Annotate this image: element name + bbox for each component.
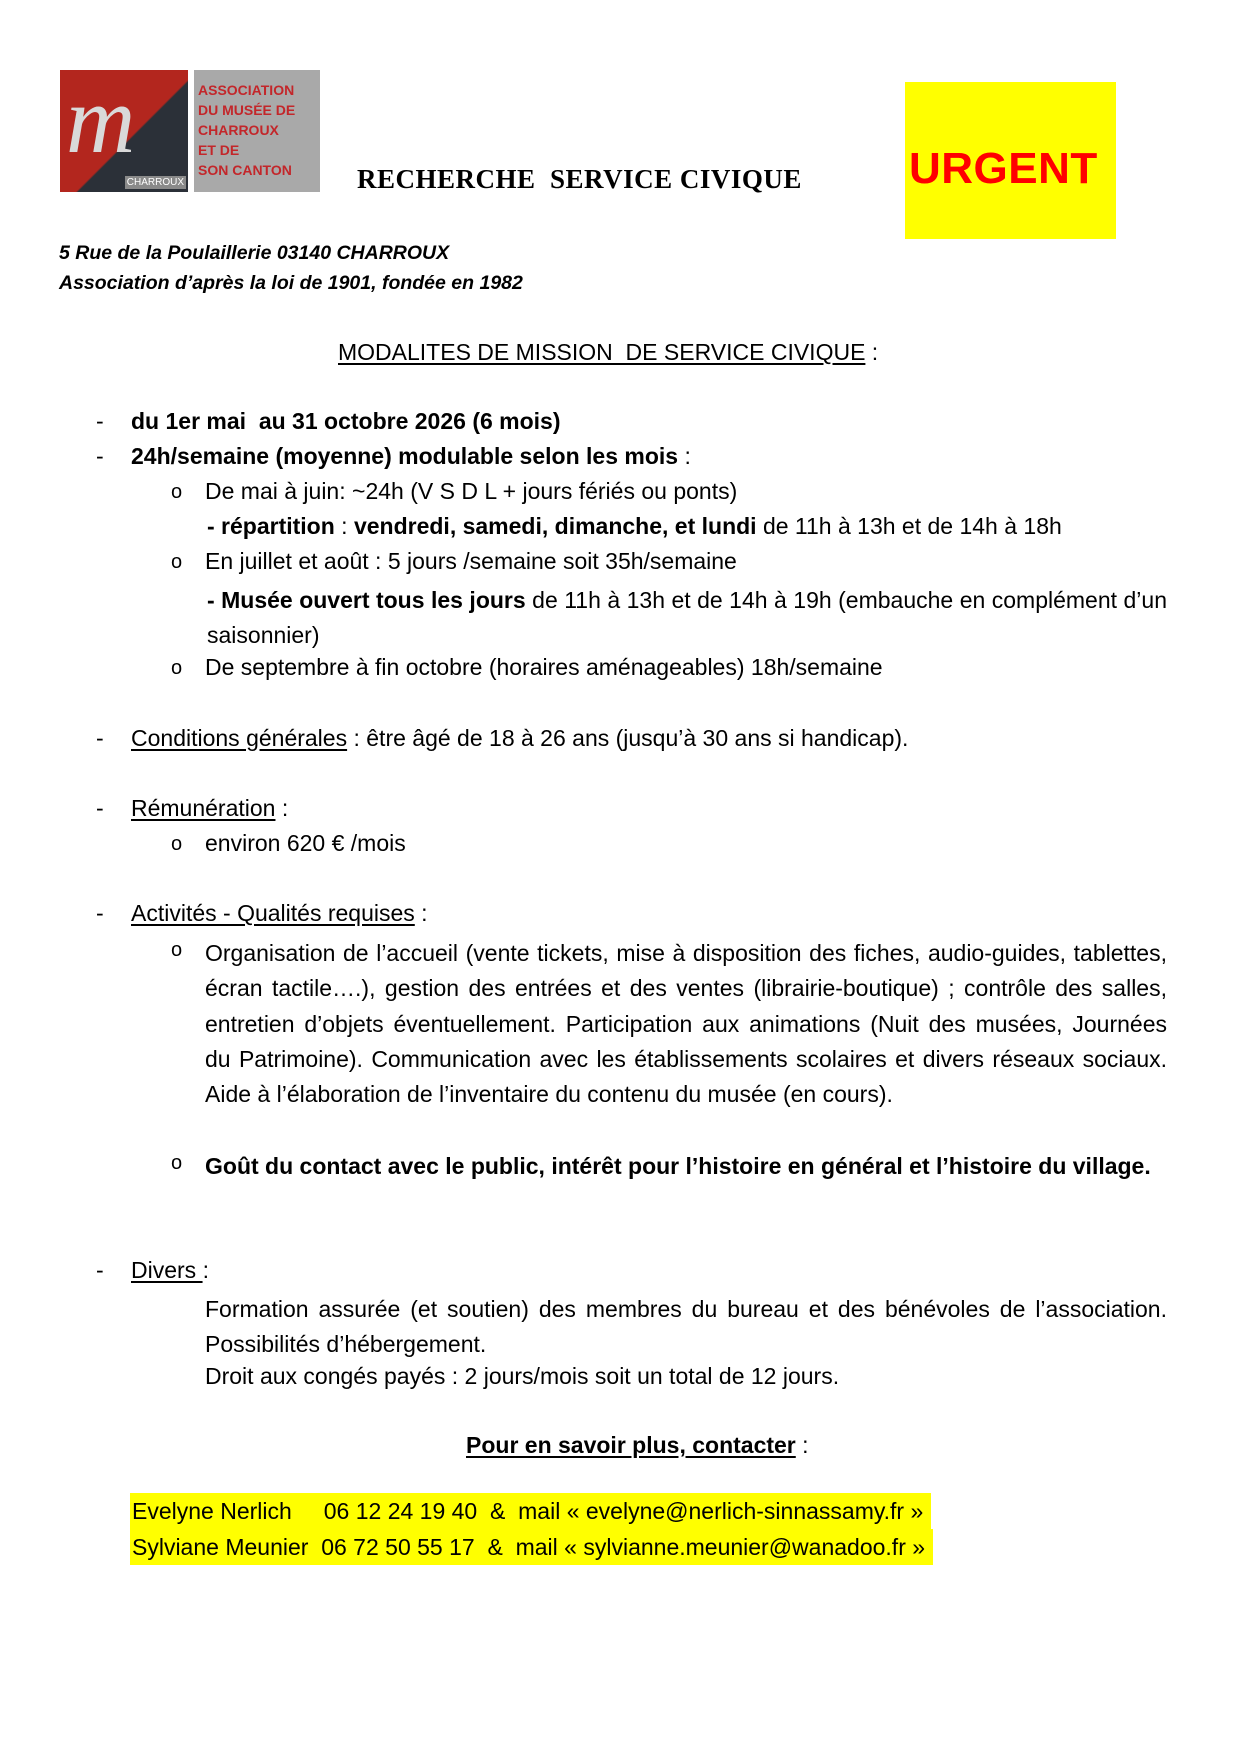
section-title-suffix: : [865,339,879,365]
hours-july-august-detail [207,583,1167,653]
detail-prefix: - Musée ouvert tous les jours [207,587,526,613]
required-qualities: Goût du contact avec le public, intérêt pour l’histoire en général et l’histoire du village. [205,1153,1151,1179]
detail-rest: de 11h à 13h et de 14h à 18h [756,513,1062,539]
page-title: RECHERCHE SERVICE CIVIQUE [357,164,802,194]
circle-bullet: o [171,1152,183,1174]
dash-bullet: - [96,443,104,469]
conditions [131,725,908,752]
address: 5 Rue de la Poulaillerie 03140 CHARROUX [59,242,450,264]
contact-heading-suffix: : [795,1432,809,1458]
contact-phone[interactable]: 06 72 50 55 17 [321,1534,475,1560]
conditions-label: Conditions générales [131,725,348,751]
circle-bullet: o [171,657,183,679]
period: du 1er mai au 31 octobre 2026 (6 mois) [131,408,561,434]
association-logo [60,70,320,192]
dash-bullet: - [96,900,104,926]
contact-end: » [905,1534,926,1560]
logo-line: CHARROUX [198,122,279,138]
activities-heading [131,900,428,927]
remuneration-suffix: : [275,795,289,821]
activities-description: Organisation de l’accueil (vente tickets, mise à disposition des fiches, audio-guides, tablettes, écran tactile….), gestion des entrées et des ventes (librairie-boutique) ; contrôle des salles, entretien d’objets éventuellement. Participation aux animations (Nuit des musées, Journées du Patrimoine). Communication avec les établissements scolaires et divers réseaux sociaux. Aide à l’élaboration de l’inventaire du contenu du musée (en cours). [205,940,1167,1108]
divers-label: Divers [131,1257,203,1283]
logo-line: DU MUSÉE DE [198,102,296,118]
detail-prefix: - répartition [207,513,335,539]
logo-line: SON CANTON [198,162,292,178]
circle-bullet: o [171,481,183,503]
divers-paid-leave: Droit aux congés payés : 2 jours/mois soit un total de 12 jours. [205,1363,840,1389]
logo-line: ASSOCIATION [198,82,295,98]
circle-bullet: o [171,833,183,855]
contact-name: Evelyne Nerlich [132,1498,324,1524]
remuneration-label: Rémunération [131,795,276,821]
contact-heading [466,1432,809,1459]
conditions-text: : être âgé de 18 à 26 ans (jusqu’à 30 ans si handicap). [347,725,909,751]
divers-heading [131,1257,209,1284]
contact-row [130,1529,933,1565]
contact-phone[interactable]: 06 12 24 19 40 [323,1498,478,1524]
activities-suffix: : [414,900,428,926]
logo-letter: m [66,70,132,170]
activities-label: Activités - Qualités requises [131,900,415,926]
contact-sep: & mail « [477,1498,586,1524]
circle-bullet: o [171,939,183,961]
contact-email[interactable]: sylvianne.meunier@wanadoo.fr [583,1534,906,1560]
dash-bullet: - [96,1257,104,1283]
dash-bullet: - [96,408,104,434]
urgent-badge [905,82,1116,239]
section-title [338,339,878,366]
divers-training: Formation assurée (et soutien) des membres du bureau et des bénévoles de l’association. Possibilités d’hébergement. [205,1296,1167,1357]
contact-end: » [904,1498,924,1524]
hours-may-june-detail [207,513,1062,540]
logo-line: ET DE [198,142,240,158]
logo-m-mark [60,70,188,192]
dash-bullet: - [96,725,104,751]
urgent-label: URGENT [909,144,1098,193]
logo-tag: CHARROUX [126,177,184,188]
logo-text [194,70,320,192]
remuneration-amount: environ 620 € /mois [205,830,406,856]
detail-sep: : [334,513,354,539]
remuneration-heading [131,795,288,822]
hours-label: 24h/semaine (moyenne) modulable selon les mois [131,443,679,469]
dash-bullet: - [96,795,104,821]
hours-sept-oct: De septembre à fin octobre (horaires aménageables) 18h/semaine [205,654,883,680]
hours-suffix: : [678,443,691,469]
association-note: Association d’après la loi de 1901, fondée en 1982 [59,272,523,294]
circle-bullet: o [171,551,183,573]
detail-days: vendredi, samedi, dimanche, et lundi [353,513,757,539]
section-title-text: MODALITES DE MISSION DE SERVICE CIVIQUE [338,339,866,365]
contact-email[interactable]: evelyne@nerlich-sinnassamy.fr [585,1498,905,1524]
contact-sep: & mail « [474,1534,584,1560]
contact-name: Sylviane Meunier [132,1534,322,1560]
hours-july-august: En juillet et août : 5 jours /semaine soit 35h/semaine [205,548,737,574]
contact-row [130,1493,931,1529]
detail-rest: de 11h à 13h et de 14h à 19h (embauche en complément d’un saisonnier) [207,587,1167,648]
divers-suffix: : [202,1257,209,1283]
hours-may-june: De mai à juin: ~24h (V S D L + jours fériés ou ponts) [205,478,738,504]
hours-heading [131,443,691,470]
contact-heading-text: Pour en savoir plus, contacter [466,1432,796,1458]
